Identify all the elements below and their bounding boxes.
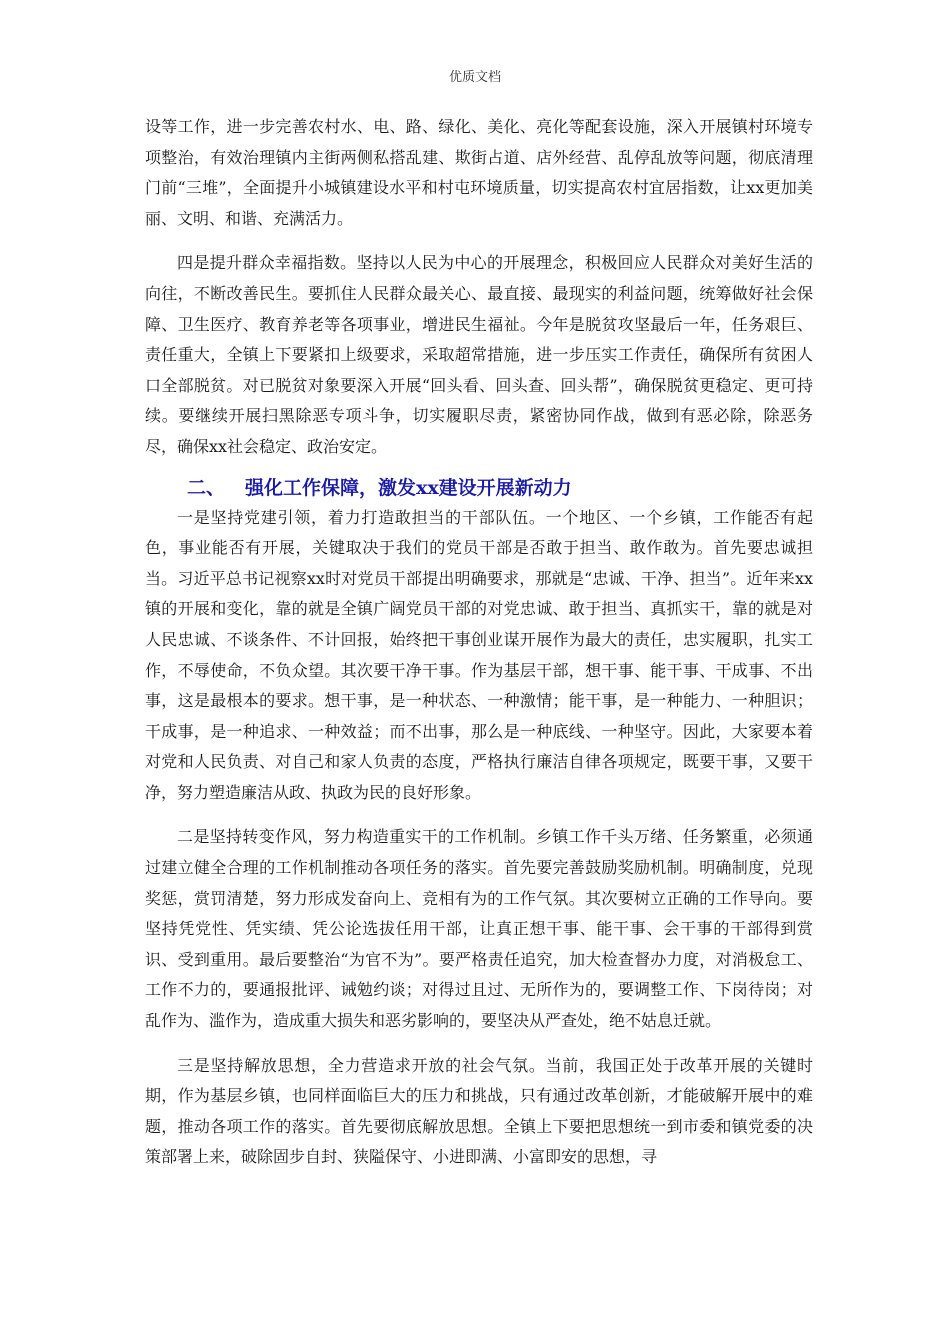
paragraph-emancipate-mind: 三是坚持解放思想，全力营造求开放的社会气氛。当前，我国正处于改革开展的关键时期，作为基层乡镇，也同样面临巨大的压力和挑战，只有通过改革创新，才能破解开展中的难题，推动各项工作的落实。首先要彻底解放思想。全镇上下要把思想统一到市委和镇党委的决策部署上来，破除固步自封、狭隘保守、小进即满、小富即安的思想，寻 (145, 1055, 813, 1167)
paragraph-party-building: 一是坚持党建引领，着力打造敢担当的干部队伍。一个地区、一个乡镇，工作能否有起色，事业能否有开展，关键取决于我们的党员干部是否敢于担当、敢作敢为。首先要忠诚担当。习近平总书记视察xx时对党员干部提出明确要求，那就是“忠诚、干净、担当”。近年来xx镇的开展和变化，靠的就是全镇广阔党员干部的对党忠诚、敢于担当、真抓实干，靠的就是对人民忠诚、不谈条件、不计回报，始终把干事创业谋开展作为最大的责任，忠实履职，扎实工作，不辱使命，不负众望。其次要干净干事。作为基层干部，想干事、能干事、干成事、不出事，这是最根本的要求。想干事，是一种状态、一种激情；能干事，是一种能力、一种胆识；干成事，是一种追求、一种效益；而不出事，那么是一种底线、一种坚守。因此，大家要本着对党和人民负责、对自己和家人负责的态度，严格执行廉洁自律各项规定，既要干事，又要干净，努力塑造廉洁从政、执政为民的良好形象。 (145, 507, 813, 802)
section-number: 二、 (187, 476, 226, 499)
document-body (145, 112, 813, 1173)
section-title: 强化工作保障，激发xx建设开展新动力 (245, 476, 572, 499)
paragraph-gap (145, 463, 813, 473)
paragraph-continued: 设等工作，进一步完善农村水、电、路、绿化、美化、亮化等配套设施，深入开展镇村环境专项整治，有效治理镇内主街两侧私搭乱建、欺街占道、店外经营、乱停乱放等问题，彻底清理门前“三堆”，全面提升小城镇建设水平和村屯环境质量，切实提高农村宜居指数，让xx更加美丽、文明、和谐、充满活力。 (145, 117, 813, 228)
paragraph-gap (145, 1037, 813, 1051)
paragraph-gap (145, 234, 813, 248)
paragraph-work-style: 二是坚持转变作风，努力构造重实干的工作机制。乡镇工作千头万绪、任务繁重，必须通过建立健全合理的工作机制推动各项任务的落实。首先要完善鼓励奖励机制。明确制度，兑现奖惩，赏罚清楚，努力形成发奋向上、竞相有为的工作气氛。其次要树立正确的工作导向。要坚持凭党性、凭实绩、凭公论选拔任用干部，让真正想干事、能干事、会干事的干部得到赏识、受到重用。最后要整治“为官不为”。要严格责任追究，加大检查督办力度，对消极怠工、工作不力的，要通报批评、诫勉约谈；对得过且过、无所作为的，要调整工作、下岗待岗；对乱作为、滥作为，造成重大损失和恶劣影响的，要坚决从严查处，绝不姑息迁就。 (145, 827, 813, 1031)
page-header: 优质文档 (448, 70, 501, 85)
paragraph-gap (145, 808, 813, 822)
paragraph-four-happiness: 四是提升群众幸福指数。坚持以人民为中心的开展理念，积极回应人民群众对美好生活的向往，不断改善民生。要抓住人民群众最关心、最直接、最现实的利益问题，统筹做好社会保障、卫生医疗、教育养老等各项事业，增进民生福祉。今年是脱贫攻坚最后一年，任务艰巨、责任重大，全镇上下要紧扣上级要求，采取超常措施，进一步压实工作责任，确保所有贫困人口全部脱贫。对已脱贫对象要深入开展“回头看、回头查、回头帮”，确保脱贫更稳定、更可持续。要继续开展扫黑除恶专项斗争，切实履职尽责，紧密协同作战，做到有恶必除，除恶务尽，确保xx社会稳定、政治安定。 (145, 253, 813, 456)
section-heading (145, 473, 813, 503)
